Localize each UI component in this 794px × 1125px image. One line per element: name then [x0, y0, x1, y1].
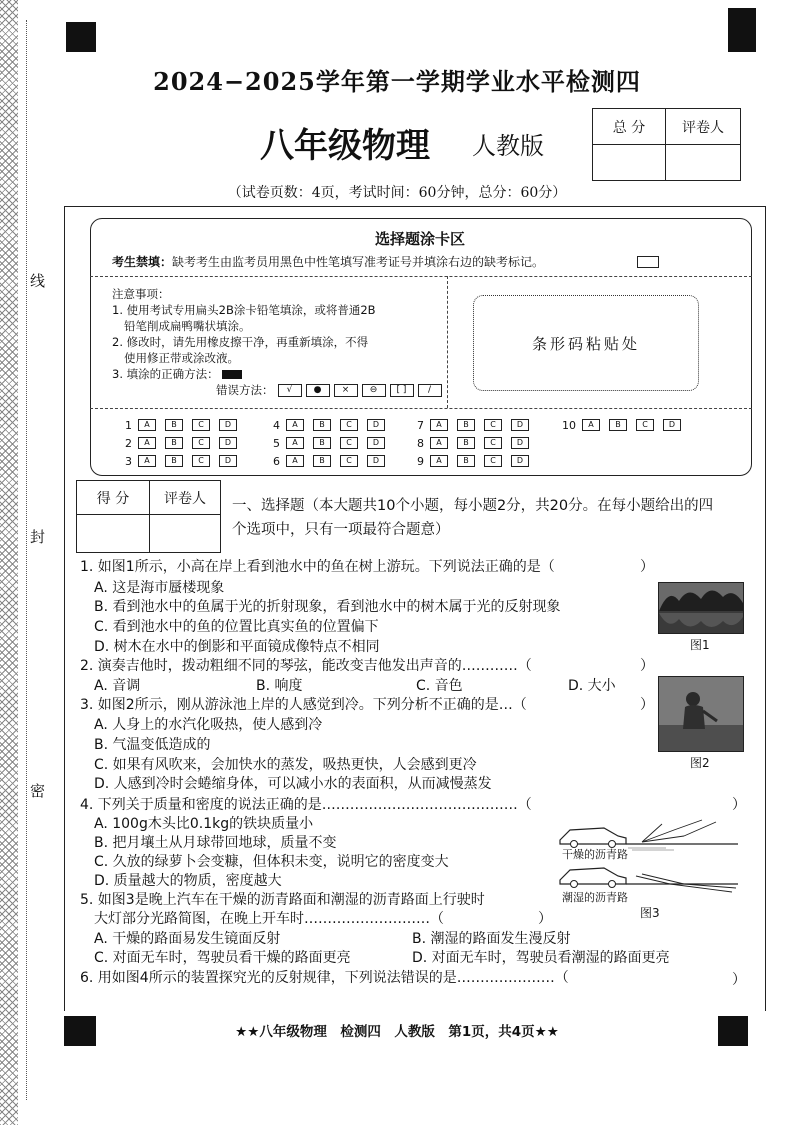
answer-number: 10 — [562, 418, 576, 432]
bubble-3d[interactable]: D — [219, 455, 237, 467]
answer-grid-col4 — [556, 416, 690, 434]
note-3: 3. 填涂的正确方法： — [112, 367, 219, 381]
note-1a: 1. 使用考试专用扁头2B涂卡铅笔填涂，或将普通2B — [112, 303, 376, 317]
bubble-5b[interactable]: B — [313, 437, 331, 449]
question-6: 6. 用如图4所示的装置探究光的反射规律，下列说法错误的是…………………（ — [80, 970, 569, 986]
answer-row — [118, 452, 246, 470]
q5-option-d: D. 对面无车时，驾驶员看潮湿的路面更亮 — [412, 950, 670, 966]
note-2b: 使用修正带或涂改液。 — [124, 351, 239, 365]
car-dry-icon — [560, 828, 626, 848]
bubble-2a[interactable]: A — [138, 437, 156, 449]
bubble-7b[interactable]: B — [457, 419, 475, 431]
question-5-line1: 5. 如图3是晚上汽车在干燥的沥青路面和潮湿的沥青路面上行驶时 — [80, 892, 485, 908]
barcode-area: 条形码粘贴处 — [473, 295, 699, 391]
q1-option-a: A. 这是海市蜃楼现象 — [94, 580, 225, 596]
answer-row — [266, 452, 394, 470]
answer-grid-col2 — [266, 416, 394, 470]
wrong-mark-dot: ● — [306, 384, 330, 397]
question-2: 2. 演奏吉他时，拨动粗细不同的琴弦，能改变吉他发出声音的…………（ — [80, 658, 532, 674]
wrong-mark-slash: / — [418, 384, 442, 397]
q3-option-d: D. 人感到冷时会蜷缩身体，可以减小水的表面积，从而减慢蒸发 — [94, 776, 492, 792]
wrong-methods-row — [112, 382, 437, 398]
q3-option-c: C. 如果有风吹来，会加快水的蒸发，吸热更快，人会感到更冷 — [94, 757, 477, 773]
binding-char-secret: 密 — [30, 782, 46, 800]
figure-1-image — [658, 582, 744, 634]
q1-option-b: B. 看到池水中的鱼属于光的折射现象，看到池水中的树木属于光的反射现象 — [94, 599, 561, 615]
bubble-6c[interactable]: C — [340, 455, 358, 467]
road-dry-label: 干燥的沥青路 — [562, 848, 628, 861]
binding-char-seal: 封 — [30, 528, 46, 546]
correct-fill-example — [222, 370, 242, 379]
bubble-5c[interactable]: C — [340, 437, 358, 449]
road-wet-label: 潮湿的沥青路 — [562, 891, 628, 904]
instructions — [112, 286, 437, 398]
absence-warning — [112, 253, 544, 270]
answer-row — [266, 416, 394, 434]
bubble-2d[interactable]: D — [219, 437, 237, 449]
bubble-6b[interactable]: B — [313, 455, 331, 467]
bubble-9c[interactable]: C — [484, 455, 502, 467]
notes-title: 注意事项： — [112, 287, 170, 301]
absence-warning-text: 缺考考生由监考员用黑色中性笔填写准考证号并填涂右边的缺考标记。 — [172, 255, 545, 269]
bubble-8c[interactable]: C — [484, 437, 502, 449]
answer-grid-col3 — [410, 416, 538, 470]
bubble-1c[interactable]: C — [192, 419, 210, 431]
wrong-mark-check: √ — [278, 384, 302, 397]
bubble-3b[interactable]: B — [165, 455, 183, 467]
q4-paren: ） — [732, 797, 746, 813]
edition-label: 人教版 — [472, 132, 544, 160]
bubble-8b[interactable]: B — [457, 437, 475, 449]
q2-paren: ） — [640, 658, 654, 674]
bubble-3c[interactable]: C — [192, 455, 210, 467]
bubble-4d[interactable]: D — [367, 419, 385, 431]
answer-row — [410, 434, 538, 452]
exam-title: 2024−2025学年第一学期学业水平检测四 — [153, 67, 641, 96]
q3-option-a: A. 人身上的水汽化吸热，使人感到冷 — [94, 717, 323, 733]
total-score-box — [592, 108, 741, 181]
bubble-4b[interactable]: B — [313, 419, 331, 431]
bubble-7a[interactable]: A — [430, 419, 448, 431]
bubble-10b[interactable]: B — [609, 419, 627, 431]
absence-warning-label: 考生禁填： — [112, 255, 173, 269]
grader-cell[interactable] — [666, 145, 741, 181]
q5-paren: ） — [538, 911, 552, 927]
bubble-1a[interactable]: A — [138, 419, 156, 431]
grader-label: 评卷人 — [666, 109, 741, 145]
figure-2-image — [658, 676, 744, 752]
section1-heading-line2: 个选项中，只有一项最符合题意） — [232, 522, 450, 538]
section1-heading-line1: 一、选择题（本大题共10个小题，每小题2分，共20分。在每小题给出的四 — [232, 498, 714, 514]
bubble-10a[interactable]: A — [582, 419, 600, 431]
section1-heading — [232, 494, 752, 542]
bubble-7c[interactable]: C — [484, 419, 502, 431]
q2-option-d: D. 大小 — [568, 678, 616, 694]
q3-paren: ） — [640, 697, 654, 713]
bubble-9d[interactable]: D — [511, 455, 529, 467]
wrong-mark-line: ⊖ — [362, 384, 386, 397]
q3-option-b: B. 气温变低造成的 — [94, 737, 211, 753]
wrong-methods-label: 错误方法： — [216, 383, 274, 397]
bubble-5a[interactable]: A — [286, 437, 304, 449]
answer-number: 9 — [417, 454, 424, 468]
wrong-mark-bracket: [ ] — [390, 384, 414, 397]
answer-number: 7 — [417, 418, 424, 432]
section-grader-label: 评卷人 — [150, 481, 221, 515]
bubble-7d[interactable]: D — [511, 419, 529, 431]
bubble-1d[interactable]: D — [219, 419, 237, 431]
q1-option-d: D. 树木在水中的倒影和平面镜成像特点不相同 — [94, 639, 380, 655]
bubble-9a[interactable]: A — [430, 455, 448, 467]
q2-option-a: A. 音调 — [94, 678, 141, 694]
answer-row — [266, 434, 394, 452]
q6-paren: ） — [732, 972, 746, 988]
car-wet-icon — [560, 868, 626, 888]
section1-score-box — [76, 480, 221, 553]
bubble-8a[interactable]: A — [430, 437, 448, 449]
page-footer: ★★八年级物理 检测四 人教版 第1页，共4页★★ — [235, 1024, 559, 1040]
question-3: 3. 如图2所示，刚从游泳池上岸的人感觉到冷。下列分析不正确的是…（ — [80, 697, 527, 713]
wrong-mark-cross: × — [334, 384, 358, 397]
bubble-4a[interactable]: A — [286, 419, 304, 431]
q4-option-a: A. 100g木头比0.1kg的铁块质量小 — [94, 816, 314, 832]
answer-number: 4 — [273, 418, 280, 432]
bubble-4c[interactable]: C — [340, 419, 358, 431]
bubble-10c[interactable]: C — [636, 419, 654, 431]
note-1b: 铅笔削成扁鸭嘴状填涂。 — [124, 319, 251, 333]
answer-grid-col1 — [118, 416, 246, 470]
registration-mark-top-left — [66, 22, 96, 52]
answer-row — [410, 416, 538, 434]
answer-row — [410, 452, 538, 470]
bubble-5d[interactable]: D — [367, 437, 385, 449]
answer-number: 6 — [273, 454, 280, 468]
bubble-10d[interactable]: D — [663, 419, 681, 431]
card-divider-top — [90, 276, 752, 277]
registration-mark-top-right — [728, 8, 756, 52]
total-score-label: 总 分 — [593, 109, 666, 145]
absence-mark-box[interactable] — [637, 256, 659, 268]
answer-number: 5 — [273, 436, 280, 450]
answer-number: 1 — [125, 418, 132, 432]
note-3-row — [112, 366, 437, 382]
binding-char-line: 线 — [30, 272, 46, 290]
question-1: 1. 如图1所示，小高在岸上看到池水中的鱼在树上游玩。下列说法正确的是（ — [80, 559, 555, 575]
card-divider-vertical — [447, 276, 448, 408]
answer-row — [118, 416, 246, 434]
answer-number: 3 — [125, 454, 132, 468]
bubble-2b[interactable]: B — [165, 437, 183, 449]
section-grader-cell[interactable] — [150, 515, 221, 553]
answer-card-title: 选择题涂卡区 — [374, 230, 465, 248]
bubble-6a[interactable]: A — [286, 455, 304, 467]
figure-3-caption: 图3 — [640, 906, 660, 920]
q5-option-b: B. 潮湿的路面发生漫反射 — [412, 931, 571, 947]
bubble-3a[interactable]: A — [138, 455, 156, 467]
bubble-1b[interactable]: B — [165, 419, 183, 431]
q4-option-c: C. 久放的绿萝卜会变糠，但体积未变，说明它的密度变大 — [94, 854, 449, 870]
q4-option-b: B. 把月壤土从月球带回地球，质量不变 — [94, 835, 337, 851]
section-score-label: 得 分 — [77, 481, 150, 515]
bubble-6d[interactable]: D — [367, 455, 385, 467]
q1-paren: ） — [640, 559, 654, 575]
answer-row — [556, 416, 690, 434]
q5-option-c: C. 对面无车时，驾驶员看干燥的路面更亮 — [94, 950, 351, 966]
bubble-2c[interactable]: C — [192, 437, 210, 449]
question-4: 4. 下列关于质量和密度的说法正确的是……………………………………（ — [80, 797, 532, 813]
question-5-line2: 大灯部分光路简图，在晚上开车时………………………（ — [94, 911, 444, 927]
q2-option-b: B. 响度 — [256, 678, 303, 694]
answer-number: 8 — [417, 436, 424, 450]
total-score-cell[interactable] — [593, 145, 666, 181]
bubble-9b[interactable]: B — [457, 455, 475, 467]
q4-option-d: D. 质量越大的物质，密度越大 — [94, 873, 282, 889]
card-divider-bottom — [90, 408, 752, 409]
exam-info: （试卷页数：4页，考试时间：60分钟，总分：60分） — [227, 185, 567, 201]
bubble-8d[interactable]: D — [511, 437, 529, 449]
figure-2-caption: 图2 — [690, 756, 710, 770]
note-2a: 2. 修改时，请先用橡皮擦干净，再重新填涂，不得 — [112, 335, 369, 349]
figure-1-caption: 图1 — [690, 638, 710, 652]
q5-option-a: A. 干燥的路面易发生镜面反射 — [94, 931, 281, 947]
binding-margin-pattern — [0, 0, 18, 1125]
section-score-cell[interactable] — [77, 515, 150, 553]
answer-number: 2 — [125, 436, 132, 450]
q1-option-c: C. 看到池水中的鱼的位置比真实鱼的位置偏下 — [94, 619, 379, 635]
subject-title: 八年级物理 — [260, 126, 430, 166]
q2-option-c: C. 音色 — [416, 678, 463, 694]
answer-row — [118, 434, 246, 452]
